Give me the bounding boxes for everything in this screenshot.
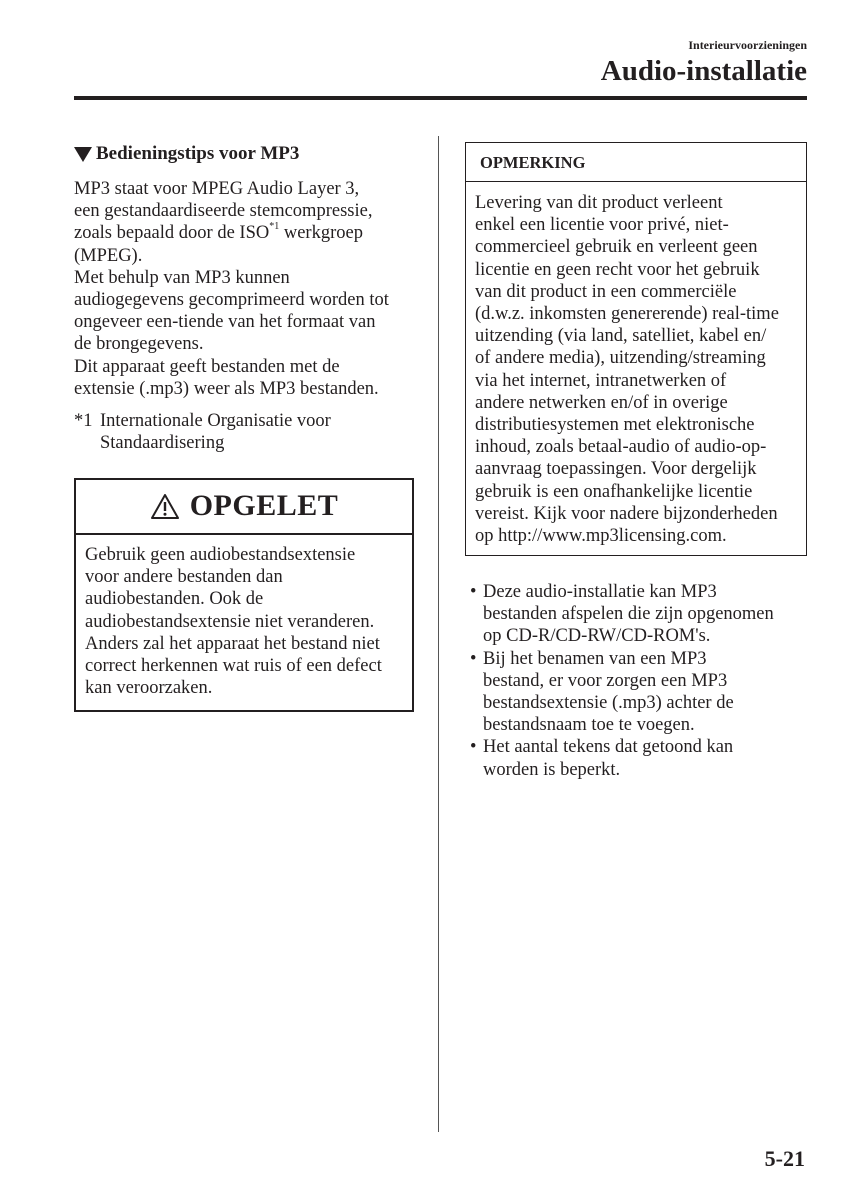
paragraph-line: de brongegevens. [74, 334, 204, 355]
paragraph-line [74, 222, 424, 244]
footnote-line: Standaardisering [100, 433, 225, 454]
note-line: enkel een licentie voor privé, niet- [475, 215, 729, 236]
warning-line: correct herkennen wat ruis of een defect [85, 656, 382, 677]
bullet-line: bestand, er voor zorgen een MP3 [483, 670, 728, 691]
note-line: Levering van dit product verleent [475, 193, 723, 213]
note-line: van dit product in een commerciële [475, 281, 737, 302]
paragraph-line: een gestandaardiseerde stemcompressie, [74, 201, 373, 222]
paragraph-line: extensie (.mp3) weer als MP3 bestanden. [74, 378, 379, 399]
warning-box [74, 478, 414, 712]
note-line: gebruik is een onafhankelijke licentie [475, 481, 753, 502]
list-item [470, 736, 810, 780]
note-line: andere netwerken en/of in overige [475, 392, 728, 413]
warning-line: Anders zal het apparaat het bestand niet [85, 633, 380, 654]
warning-text [85, 544, 382, 699]
note-header [466, 143, 806, 182]
note-line: uitzending (via land, satelliet, kabel en/ [475, 326, 767, 347]
paragraph-line: MP3 staat voor MPEG Audio Layer 3, [74, 179, 360, 199]
column-divider [438, 136, 439, 1132]
warning-line: audiobestanden. Ook de [85, 589, 264, 610]
bullet-dot: • [470, 737, 477, 758]
warning-line: kan veroorzaken. [85, 678, 213, 699]
bullet-line: worden is beperkt. [483, 759, 621, 780]
section-heading [74, 142, 299, 166]
paragraph-line: Met behulp van MP3 kunnen [74, 267, 290, 288]
paragraph-line-part: zoals bepaald door de ISO [74, 223, 270, 244]
note-line: of andere media), uitzending/streaming [475, 348, 766, 369]
bullet-dot: • [470, 582, 477, 602]
page-title: Audio-installatie [600, 55, 807, 87]
note-title: OPMERKING [480, 153, 586, 172]
warning-triangle-icon [150, 493, 180, 520]
note-box [465, 142, 807, 556]
note-line: vereist. Kijk voor nadere bijzonderheden [475, 503, 778, 524]
bullet-line: bestanden afspelen die zijn opgenomen [483, 604, 774, 625]
triangle-down-icon [74, 147, 92, 162]
paragraph-line: audiogegevens gecomprimeerd worden tot [74, 290, 389, 311]
note-text [475, 192, 779, 547]
footnote-mark: *1 [74, 411, 93, 431]
warning-header [76, 480, 412, 535]
paragraph-line: (MPEG). [74, 245, 143, 266]
section-heading-text: Bedieningstips voor MP3 [96, 143, 300, 164]
note-line: op http://www.mp3licensing.com. [475, 526, 727, 547]
list-item [470, 648, 810, 737]
mp3-paragraph [74, 178, 424, 400]
note-line: distributiesystemen met elektronische [475, 415, 755, 436]
warning-title: OPGELET [189, 489, 339, 523]
footnote-line: Internationale Organisatie voor [100, 411, 331, 431]
note-line: aanvraag toepassingen. Voor dergelijk [475, 459, 757, 480]
bullet-line: Bij het benamen van een MP3 [483, 648, 707, 669]
note-line: commercieel gebruik en verleent geen [475, 237, 758, 258]
bullet-dot: • [470, 648, 477, 669]
bullet-line: Deze audio-installatie kan MP3 [483, 582, 717, 602]
bullet-line: op CD-R/CD-RW/CD-ROM's. [483, 626, 711, 647]
list-item [470, 581, 810, 648]
note-line: inhoud, zoals betaal-audio of audio-op- [475, 437, 767, 458]
bullet-line: bestandsnaam toe te voegen. [483, 715, 695, 736]
page-number: 5-21 [764, 1146, 805, 1171]
bullet-line: bestandsextensie (.mp3) achter de [483, 693, 734, 714]
paragraph-line: ongeveer een-tiende van het formaat van [74, 312, 376, 333]
header-section-label: Interieurvoorzieningen [688, 38, 807, 52]
note-line: via het internet, intranetwerken of [475, 370, 727, 391]
bullet-line: Het aantal tekens dat getoond kan [483, 737, 734, 758]
paragraph-line-part: werkgroep [283, 223, 363, 244]
bullet-list [470, 581, 810, 781]
iso-footnote-ref: *1 [269, 221, 280, 233]
warning-line: voor andere bestanden dan [85, 567, 283, 588]
header-rule [74, 96, 807, 100]
warning-line: audiobestandsextensie niet veranderen. [85, 611, 375, 632]
note-line: (d.w.z. inkomsten genererende) real-time [475, 304, 779, 325]
warning-line: Gebruik geen audiobestandsextensie [85, 545, 356, 565]
note-line: licentie en geen recht voor het gebruik [475, 259, 760, 280]
paragraph-line: Dit apparaat geeft bestanden met de [74, 356, 340, 377]
